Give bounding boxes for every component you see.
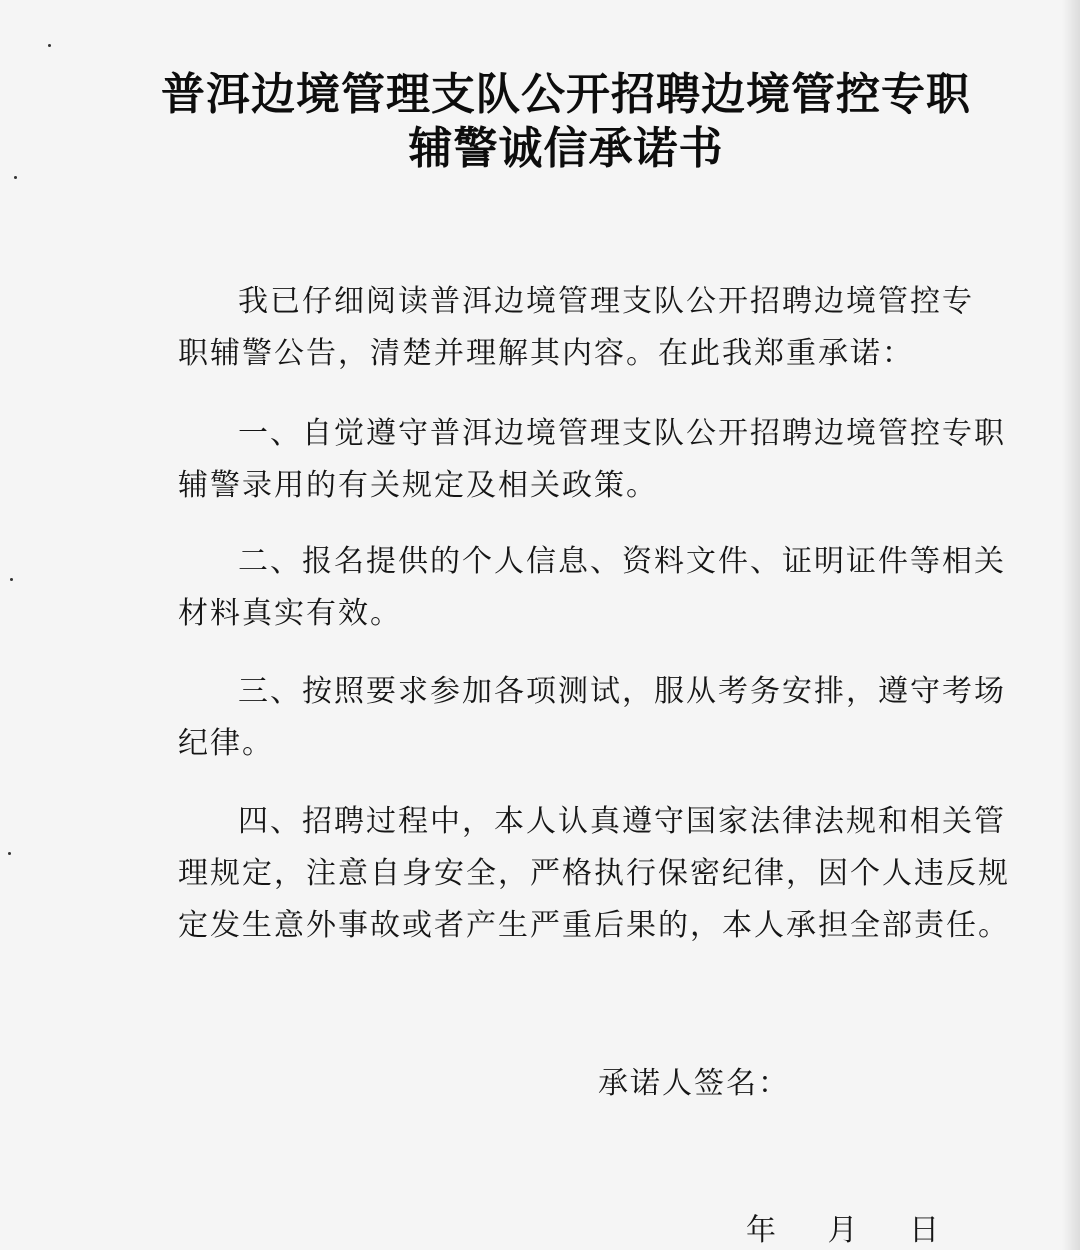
paper-speck (48, 44, 51, 47)
date-row (746, 1205, 939, 1249)
document-title-line-2: 辅警诚信承诺书 (408, 123, 724, 174)
paragraph-line: 材料真实有效。 (178, 596, 402, 631)
paragraph-line: 辅警录用的有关规定及相关政策。 (178, 468, 658, 503)
paragraph-line: 四、招聘过程中，本人认真遵守国家法律法规和相关管 (238, 804, 1006, 839)
paragraph-line: 我已仔细阅读普洱边境管理支队公开招聘边境管控专 (238, 284, 974, 319)
paper-speck (8, 852, 11, 855)
paragraph-item-3 (178, 666, 1006, 770)
date-month-label: 月 (827, 1213, 858, 1248)
document-title-line-1: 普洱边境管理支队公开招聘边境管控专职 (161, 69, 971, 120)
paragraph-item-2 (178, 536, 1006, 640)
paper-speck (14, 176, 17, 179)
paragraph-line: 三、按照要求参加各项测试，服从考务安排，遵守考场 (238, 674, 1006, 709)
paragraph-item-4 (178, 796, 1010, 952)
paragraph-line: 定发生意外事故或者产生严重后果的，本人承担全部责任。 (178, 908, 1010, 943)
paragraph-line: 纪律。 (178, 726, 274, 761)
paragraph-line: 理规定，注意自身安全，严格执行保密纪律，因个人违反规 (178, 856, 1010, 891)
paragraph-line: 职辅警公告，清楚并理解其内容。在此我郑重承诺： (178, 336, 914, 371)
paragraph-item-1 (178, 408, 1006, 512)
paragraph-intro (178, 276, 974, 380)
paper-speck (10, 578, 13, 581)
page-edge-shadow (1062, 0, 1080, 1250)
signature-label: 承诺人签名： (598, 1066, 790, 1101)
paragraph-line: 一、自觉遵守普洱边境管理支队公开招聘边境管控专职 (238, 416, 1006, 451)
date-year-label: 年 (746, 1213, 776, 1248)
date-day-label: 日 (909, 1213, 940, 1248)
paragraph-line: 二、报名提供的个人信息、资料文件、证明证件等相关 (238, 544, 1006, 579)
